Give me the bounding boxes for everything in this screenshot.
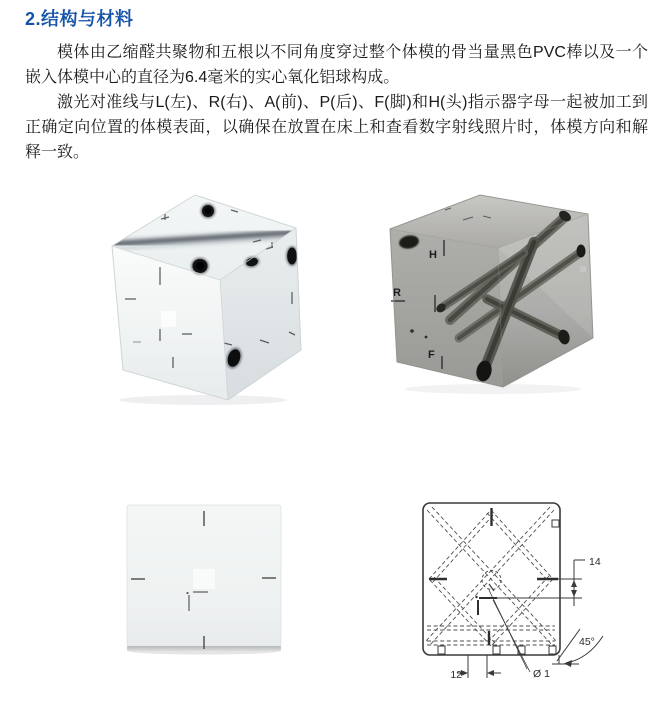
diameter-label: Ø 1 [533, 668, 550, 680]
diameter-leader-lines [489, 590, 530, 672]
figure-plate-photo [124, 503, 286, 660]
center-dot [186, 592, 188, 594]
cube-shadow [119, 395, 287, 405]
letter-R: R [393, 287, 401, 299]
angle-45-label: 45° [579, 636, 595, 648]
dimension-14-lines [497, 560, 585, 606]
angle-45-arrow [564, 660, 572, 667]
dimension-12-arrows [461, 670, 494, 676]
cube-shadow [405, 384, 581, 394]
dimension-14-label: 14 [589, 556, 601, 568]
text-block [25, 8, 648, 165]
center-dot [475, 596, 477, 598]
xray-cube-illustration [383, 190, 605, 395]
section-heading: 2.结构与材料 [25, 9, 134, 29]
plate-illustration [124, 503, 286, 655]
center-window-patch [161, 311, 177, 328]
dimension-12-label: 12 [450, 669, 462, 681]
paragraph-materials: 模体由乙缩醛共聚物和五根以不同角度穿过整个体模的骨当量黑色PVC棒以及一个嵌入体模中心的直径为6.4毫米的实心氧化铝球构成。 [25, 44, 648, 86]
figure-xray-cube [383, 190, 605, 400]
letter-H: H [429, 249, 437, 261]
hidden-rod-lines [425, 507, 557, 646]
white-cube-illustration [103, 192, 303, 407]
center-sphere-mark [489, 584, 494, 591]
figure-dimension-diagram [413, 496, 671, 714]
letter-F: F [428, 349, 435, 361]
figure-white-cube-photo [103, 192, 303, 412]
paragraph-laser-marks: 激光对准线与L(左)、R(右)、A(前)、P(后)、F(脚)和H(头)指示器字母一起被加工到正确定向位置的体模表面，以确保在放置在床上和查看数字射线照片时，体模方向和解释一致。 [25, 94, 648, 161]
dimension-drawing [413, 496, 671, 709]
center-window-patch [193, 569, 215, 589]
side-notch [580, 266, 586, 272]
